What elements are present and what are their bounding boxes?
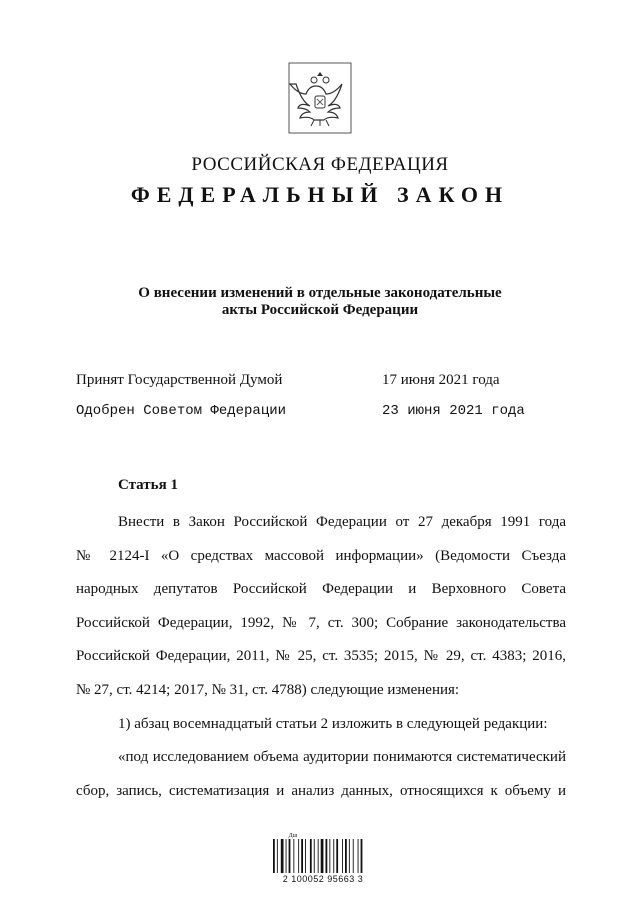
article-paragraph-1	[76, 506, 566, 708]
adopted-date: 17 июня 2021 года	[382, 372, 500, 388]
law-type: ФЕДЕРАЛЬНЫЙ ЗАКОН	[130, 182, 510, 207]
adopted-label: Принят Государственной Думой	[76, 372, 283, 388]
body-line: сбор, запись, систематизация и анализ данных, относящихся к объему и	[76, 782, 566, 799]
body-line: Российской Федерации, 2011, № 25, ст. 3535; 2015, № 29, ст. 4383; 2016,	[76, 648, 566, 665]
barcode-bar	[342, 839, 343, 873]
body-line: 1) абзац восемнадцатый статьи 2 изложить в следующей редакции:	[118, 715, 548, 732]
law-title-line-2: акты Российской Федерации	[221, 302, 419, 318]
barcode-bar	[293, 839, 294, 873]
barcode-bar	[277, 839, 278, 873]
barcode-bar	[318, 839, 319, 873]
barcode-bar	[329, 839, 330, 873]
barcode-bar	[273, 839, 275, 873]
barcode-bar	[333, 839, 334, 873]
barcode-bar	[358, 839, 359, 873]
barcode-bar	[281, 839, 284, 873]
country-name: РОССИЙСКАЯ ФЕДЕРАЦИЯ	[191, 154, 449, 175]
barcode-bar	[336, 839, 338, 873]
approved-date: 23 июня 2021 года	[382, 403, 525, 419]
approved-label: Одобрен Советом Федерации	[76, 403, 287, 419]
barcode-bar	[289, 839, 291, 873]
article-paragraph-2	[76, 708, 566, 742]
law-title-line-1: О внесении изменений в отдельные законодательные	[138, 285, 502, 301]
barcode-bar	[353, 839, 354, 873]
law-title	[0, 285, 640, 319]
barcode-bar	[305, 839, 306, 873]
coat-of-arms-icon	[288, 62, 352, 134]
body-line: «под исследованием объема аудитории понимаются систематический	[118, 749, 566, 766]
barcode-number: 2 100052 95663 3	[282, 874, 364, 884]
article-heading: Статья 1	[118, 477, 178, 493]
barcode-bar	[326, 839, 328, 873]
barcode-bar	[310, 839, 312, 873]
barcode-bar	[301, 839, 303, 873]
barcode-bar	[345, 839, 347, 873]
barcode-bar	[298, 839, 299, 873]
body-line: Внести в Закон Российской Федерации от 27 декабря 1991 года	[118, 514, 566, 530]
article-paragraph-3	[76, 741, 566, 808]
barcode-bar	[314, 839, 315, 873]
barcode-bar	[286, 839, 287, 873]
body-line: № 27, ст. 4214; 2017, № 31, ст. 4788) следующие изменения:	[76, 681, 460, 698]
body-line: народных депутатов Российской Федерации и Верховного Совета	[76, 581, 566, 598]
barcode-block	[268, 833, 378, 884]
barcode-bar	[349, 839, 350, 873]
body-line: № 2124-I «О средствах массовой информации» (Ведомости Съезда	[76, 547, 566, 564]
barcode-small-text: Дш	[288, 833, 298, 839]
body-line: Российской Федерации, 1992, № 7, ст. 300; Собрание законодательства	[76, 614, 566, 631]
barcode-bar	[361, 839, 363, 873]
barcode-bar	[321, 839, 324, 873]
article-body	[76, 506, 566, 808]
barcode-icon	[273, 839, 373, 873]
